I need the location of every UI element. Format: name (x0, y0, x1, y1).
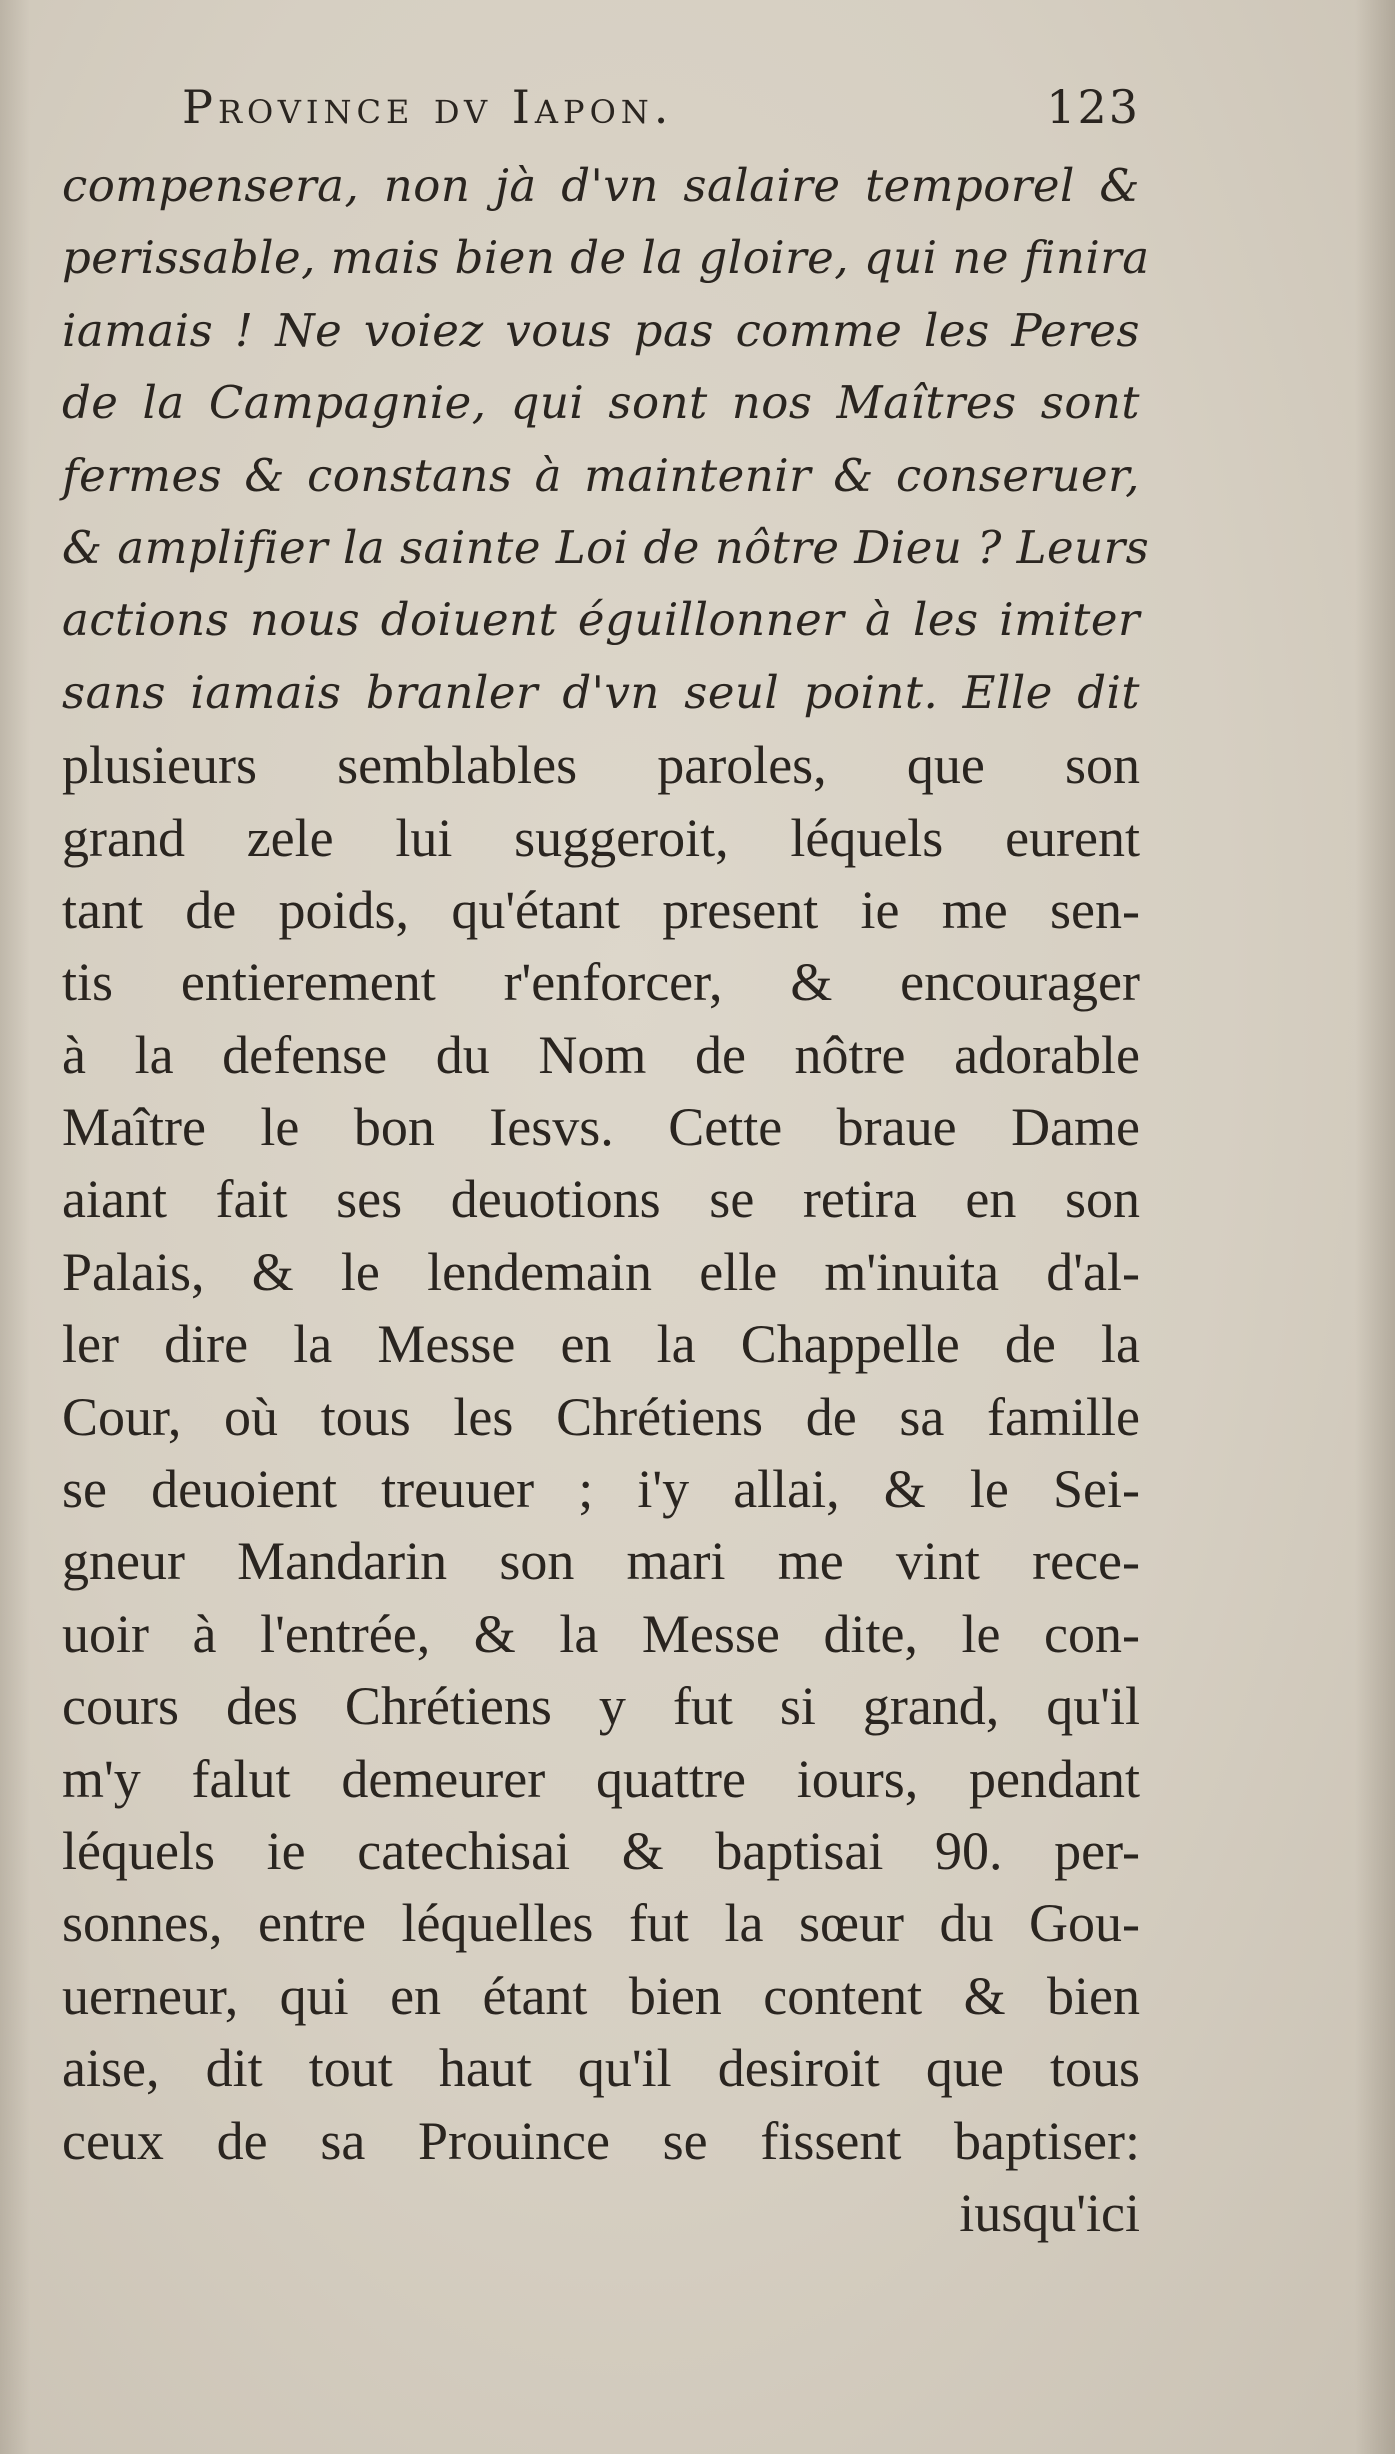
page-shadow-left (0, 0, 30, 2454)
text-line: gneur Mandarin son mari me vint rece- (62, 1531, 1140, 1592)
text-line: uerneur, qui en étant bien content & bien (62, 1965, 1140, 2026)
text-line: Maître le bon Iesvs. Cette braue Dame (62, 1097, 1140, 1158)
running-head (182, 80, 1140, 150)
text-line: ceux de sa Prouince se fissent baptiser: (62, 2110, 1140, 2171)
text-line: plusieurs semblables paroles, que son (62, 735, 1140, 796)
text-line: de la Campagnie, qui sont nos Maîtres sont (62, 376, 1140, 430)
text-line: cours des Chrétiens y fut si grand, qu'il (62, 1676, 1140, 1737)
text-line: actions nous doiuent éguillonner à les imiter (62, 593, 1140, 647)
text-line: Cour, où tous les Chrétiens de sa famille (62, 1386, 1140, 1447)
text-line: grand zele lui suggeroit, léquels eurent (62, 807, 1140, 868)
body-text (62, 150, 1150, 2177)
page-shadow-right (1355, 0, 1395, 2454)
text-line: uoir à l'entrée, & la Messe dite, le con- (62, 1603, 1140, 1664)
text-block (62, 80, 1150, 2249)
text-line: ler dire la Messe en la Chappelle de la (62, 1314, 1140, 1375)
text-line: aise, dit tout haut qu'il desiroit que tous (62, 2038, 1140, 2099)
text-line: m'y falut demeurer quattre iours, pendant (62, 1748, 1140, 1809)
running-title: Province dv Iapon. (182, 80, 674, 134)
text-line: se deuoient treuuer ; i'y allai, & le Sei- (62, 1459, 1140, 1520)
text-line: à la defense du Nom de nôtre adorable (62, 1024, 1140, 1085)
catchword: iusqu'ici (959, 2182, 1140, 2243)
page-number: 123 (1046, 80, 1140, 134)
text-line: tis entierement r'enforcer, & encourager (62, 952, 1140, 1013)
text-line: Palais, & le lendemain elle m'inuita d'al- (62, 1241, 1140, 1302)
text-line: aiant fait ses deuotions se retira en son (62, 1169, 1140, 1230)
text-line: compensera, non jà d'vn salaire temporel & (62, 159, 1140, 212)
text-line: perissable, mais bien de la gloire, qui ne finira (62, 231, 1150, 285)
text-line: iamais ! Ne voiez vous pas comme les Peres (62, 303, 1140, 357)
text-line: fermes & constans à maintenir & conseruer, (62, 448, 1140, 502)
text-line: sans iamais branler d'vn seul point. Elle dit (62, 665, 1140, 719)
text-line: & amplifier la sainte Loi de nôtre Dieu ? Leurs (62, 520, 1150, 574)
text-line: léquels ie catechisai & baptisai 90. per- (62, 1820, 1140, 1881)
catchword-row (62, 2177, 1140, 2249)
text-line: tant de poids, qu'étant present ie me sen- (62, 879, 1140, 940)
text-line: sonnes, entre léquelles fut la sœur du Gou- (62, 1893, 1140, 1954)
